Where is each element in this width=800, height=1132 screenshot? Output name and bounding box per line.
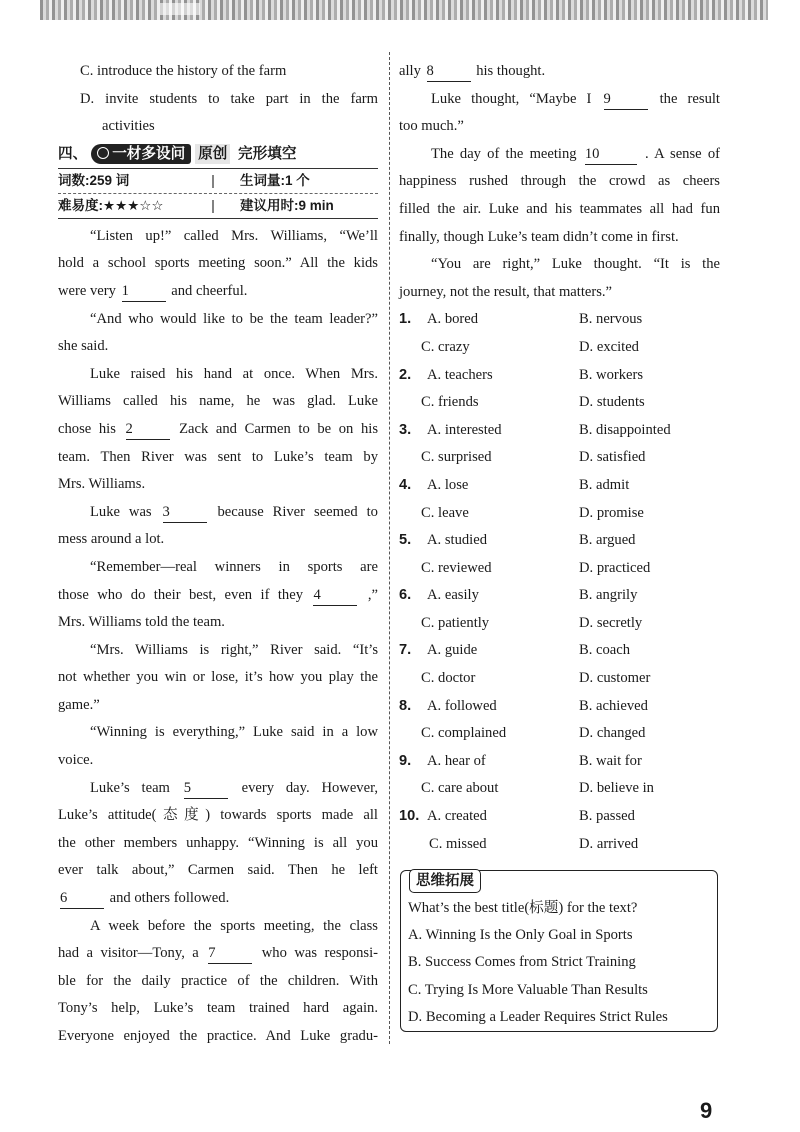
question-number: 1. [399, 311, 412, 328]
passage-text: were very [58, 282, 116, 299]
suggested-time: 建议用时:9 min [240, 197, 334, 213]
passage-line [399, 141, 720, 169]
passage-line [58, 1023, 378, 1051]
question-number: 7. [399, 642, 412, 659]
passage-text: ever talk about,” Carmen said. Then he left [58, 862, 378, 879]
option-b[interactable]: B. passed [579, 808, 635, 825]
option-c[interactable]: C. patiently [421, 614, 490, 631]
badge-circle-icon [97, 147, 109, 159]
passage-line [58, 692, 378, 720]
passage-text: Zack and Carmen to be on his [179, 420, 378, 437]
passage-text: “Listen up!” called Mrs. Williams, “We’ll [90, 227, 378, 244]
section-heading: 四、 一材多设问 原创 完形填空 [58, 145, 297, 162]
question-row-2 [399, 555, 720, 583]
info-row-2: 难易度:★★★☆☆ | 建议用时:9 min [58, 194, 378, 219]
passage-text: “Remember—real winners in sports are [90, 558, 378, 575]
passage-line [58, 554, 378, 582]
question-row-2 [399, 775, 720, 803]
passage-line [58, 223, 378, 251]
option-d[interactable]: D. changed [579, 725, 646, 742]
question-number: 2. [399, 366, 412, 383]
passage-line [58, 968, 378, 996]
passage-line [58, 664, 378, 692]
passage-text: those who do their best, even if they [58, 586, 303, 603]
option-a[interactable]: A. guide [427, 642, 478, 659]
option-c[interactable]: C. crazy [421, 338, 470, 355]
option-a[interactable]: A. followed [427, 697, 497, 714]
box-option-c: C. Trying Is More Valuable Than Results [408, 981, 648, 998]
question-row [399, 527, 720, 555]
option-a[interactable]: A. created [427, 808, 487, 825]
question-number: 3. [399, 421, 412, 438]
passage-line [58, 250, 378, 278]
question-row [399, 582, 720, 610]
question-row [399, 693, 720, 721]
question-row-2 [399, 444, 720, 472]
passage-text: “Mrs. Williams is right,” River said. “It’s [90, 641, 378, 658]
box-body [408, 895, 708, 1031]
option-a[interactable]: A. bored [427, 311, 479, 328]
box-option-a: A. Winning Is the Only Goal in Sports [408, 927, 633, 944]
passage-text: journey, not the result, that matters.” [399, 283, 613, 300]
option-b[interactable]: B. workers [579, 366, 644, 383]
option-b[interactable]: B. disappointed [579, 421, 671, 438]
question-row-2 [399, 720, 720, 748]
question-row-2 [399, 334, 720, 362]
passage-line [58, 775, 378, 803]
passage-text: Luke was [90, 503, 152, 520]
passage-text: “You are right,” Luke thought. “It is the [431, 256, 720, 273]
passage-text: finally, though Luke’s team didn’t come in first. [399, 228, 679, 245]
passage-text: voice. [58, 752, 94, 769]
passage-text: mess around a lot. [58, 531, 165, 548]
passage-line [399, 279, 720, 307]
blank-5[interactable]: 5 [184, 778, 228, 799]
passage-line [58, 609, 378, 637]
passage-text: “And who would like to be the team leader?” [90, 310, 378, 327]
option-a[interactable]: A. studied [427, 532, 487, 549]
question-number: 10. [399, 808, 420, 825]
option-c[interactable]: C. complained [421, 725, 507, 742]
passage-text: Mrs. Williams. [58, 476, 146, 493]
info-row-1: 词数:259 词 | 生词量:1 个 [58, 168, 378, 194]
option-a[interactable]: A. easily [427, 587, 479, 604]
option-d[interactable]: D. practiced [579, 559, 651, 576]
passage-text: hold a school sports meeting soon.” All the kids [58, 255, 378, 272]
passage-text: not whether you win or lose, it’s how you play the [58, 669, 378, 686]
option-b[interactable]: B. nervous [579, 311, 643, 328]
passage-line [58, 471, 378, 499]
option-c[interactable]: C. reviewed [421, 559, 492, 576]
section-badge: 一材多设问 [91, 144, 191, 164]
option-d[interactable]: D. students [579, 394, 645, 411]
passage-line [58, 637, 378, 665]
passage-line [58, 747, 378, 775]
new-words: 生词量:1 个 [240, 172, 310, 188]
question-row [399, 417, 720, 445]
passage-text: Luke’s attitude(态度) towards sports made all [58, 807, 378, 824]
option-c-line: C. introduce the history of the farm [80, 63, 287, 79]
passage-text: team. Then River was sent to Luke’s team by [58, 448, 378, 465]
option-c[interactable]: C. leave [421, 504, 469, 521]
option-d[interactable]: D. arrived [579, 835, 639, 852]
blank-1[interactable]: 1 [122, 281, 166, 302]
passage-text: Tony’s help, Luke’s team trained hard again. [58, 1000, 378, 1017]
option-b[interactable]: B. coach [579, 642, 631, 659]
option-d[interactable]: D. customer [579, 670, 651, 687]
section-type: 完形填空 [238, 145, 297, 162]
passage-text: had a visitor—Tony, a [58, 945, 199, 962]
question-row [399, 803, 720, 831]
option-b[interactable]: B. admit [579, 476, 630, 493]
passage-line [58, 444, 378, 472]
passage-line [399, 113, 720, 141]
left-column [58, 58, 378, 1051]
option-d[interactable]: D. excited [579, 338, 639, 355]
passage-text: the result [659, 90, 720, 107]
passage-line [399, 196, 720, 224]
passage-line [58, 333, 378, 361]
passage-line [58, 416, 378, 444]
passage-line [58, 388, 378, 416]
word-count: 词数:259 词 [58, 172, 130, 188]
option-c[interactable]: C. doctor [421, 670, 476, 687]
option-d-continuation: activities [102, 118, 155, 135]
thinking-extension-box [400, 870, 718, 1032]
passage-text: too much.” [399, 118, 464, 135]
option-c[interactable]: C. care about [421, 780, 499, 797]
question-number: 9. [399, 752, 412, 769]
passage-text: happiness rushed through the crowd as cheers [399, 173, 720, 190]
passage-line [58, 857, 378, 885]
box-title: 思维拓展 [409, 869, 481, 893]
question-row-2 [399, 831, 720, 859]
option-b[interactable]: B. argued [579, 532, 636, 549]
passage-text: because River seemed to [217, 503, 378, 520]
passage-line [399, 251, 720, 279]
question-row [399, 637, 720, 665]
blank-4[interactable]: 4 [313, 585, 357, 606]
option-b[interactable]: B. angrily [579, 587, 638, 604]
passage-text: Luke’s team [90, 779, 170, 796]
passage-text: chose his [58, 420, 116, 437]
option-d-line: D. invite students to take part in the farm [80, 90, 379, 107]
passage-line [58, 719, 378, 747]
passage-line [58, 885, 378, 913]
passage-line [58, 802, 378, 830]
passage-text: his thought. [476, 63, 546, 79]
box-question: What’s the best title(标题) for the text? [408, 900, 638, 916]
question-list [399, 306, 720, 858]
passage-text: Mrs. Williams told the team. [58, 614, 225, 631]
column-divider [389, 52, 390, 1044]
passage-line [58, 830, 378, 858]
blank-3[interactable]: 3 [163, 502, 207, 523]
header-decoration-band [40, 0, 768, 20]
option-d[interactable]: D. satisfied [579, 449, 646, 466]
option-d[interactable]: D. secretly [579, 614, 643, 631]
passage-text: and others followed. [109, 890, 230, 907]
option-d[interactable]: D. believe in [579, 780, 654, 797]
passage-text: the other members unhappy. “Winning is all you [58, 834, 378, 851]
passage-text: ally [399, 63, 421, 79]
question-row [399, 306, 720, 334]
option-c[interactable]: C. friends [421, 394, 479, 411]
question-number: 8. [399, 697, 412, 714]
question-number: 4. [399, 476, 412, 493]
passage-line [58, 278, 378, 306]
question-number: 5. [399, 532, 412, 549]
passage-text: and cheerful. [171, 282, 248, 299]
blank-2[interactable]: 2 [126, 419, 170, 440]
page-number: 9 [700, 1098, 713, 1123]
passage-text: game.” [58, 696, 100, 713]
box-option-b: B. Success Comes from Strict Training [408, 954, 636, 971]
question-number: 6. [399, 587, 412, 604]
passage-text: she said. [58, 338, 109, 355]
passage-line [58, 940, 378, 968]
passage-line [58, 306, 378, 334]
option-a[interactable]: A. teachers [427, 366, 493, 383]
passage-line [399, 58, 720, 86]
question-row [399, 472, 720, 500]
question-row [399, 748, 720, 776]
box-option-d: D. Becoming a Leader Requires Strict Rules [408, 1008, 668, 1025]
passage-text: “Winning is everything,” Luke said in a low [90, 724, 378, 741]
passage-text: The day of the meeting [431, 145, 577, 162]
passage-text: . A sense of [645, 145, 720, 162]
option-d[interactable]: D. promise [579, 504, 644, 521]
passage-right [399, 58, 720, 306]
passage-line [58, 582, 378, 610]
passage-text: every day. However, [241, 779, 379, 796]
original-tag: 原创 [195, 144, 230, 164]
passage-text: Luke raised his hand at once. When Mrs. [90, 365, 378, 382]
blank-7[interactable]: 7 [208, 943, 252, 964]
blank-9[interactable]: 9 [604, 89, 648, 110]
passage-line [399, 86, 720, 114]
passage-line [58, 361, 378, 389]
option-a[interactable]: A. hear of [427, 752, 486, 769]
passage-left [58, 223, 378, 1051]
passage-text: filled the air. Luke and his teammates all had fun [399, 200, 720, 217]
passage-text: who was responsi- [261, 945, 378, 962]
blank-10[interactable]: 10 [585, 144, 637, 165]
passage-text: Luke thought, “Maybe I [431, 90, 592, 107]
option-c[interactable]: C. missed [429, 835, 487, 852]
option-a[interactable]: A. lose [427, 476, 469, 493]
blank-8[interactable]: 8 [427, 61, 471, 82]
passage-line [58, 913, 378, 941]
question-row-2 [399, 389, 720, 417]
blank-6[interactable]: 6 [60, 888, 104, 909]
question-row-2 [399, 610, 720, 638]
option-c[interactable]: C. surprised [421, 449, 492, 466]
right-column [399, 58, 720, 858]
passage-text: Williams called his name, he was glad. Luke [58, 393, 378, 410]
passage-text: A week before the sports meeting, the class [90, 917, 378, 934]
difficulty: 难易度:★★★☆☆ [58, 197, 164, 213]
option-a[interactable]: A. interested [427, 421, 502, 438]
passage-text: ,” [367, 586, 379, 603]
passage-line [58, 526, 378, 554]
question-row-2 [399, 500, 720, 528]
question-row [399, 362, 720, 390]
question-row-2 [399, 665, 720, 693]
passage-line [58, 995, 378, 1023]
option-b[interactable]: B. wait for [579, 752, 642, 769]
passage-line [399, 224, 720, 252]
passage-line [58, 499, 378, 527]
passage-text: ble for the daily practice of the children. With [58, 972, 378, 989]
option-b[interactable]: B. achieved [579, 697, 648, 714]
passage-text: Everyone enjoyed the practice. And Luke gradu- [58, 1028, 378, 1044]
passage-line [399, 168, 720, 196]
